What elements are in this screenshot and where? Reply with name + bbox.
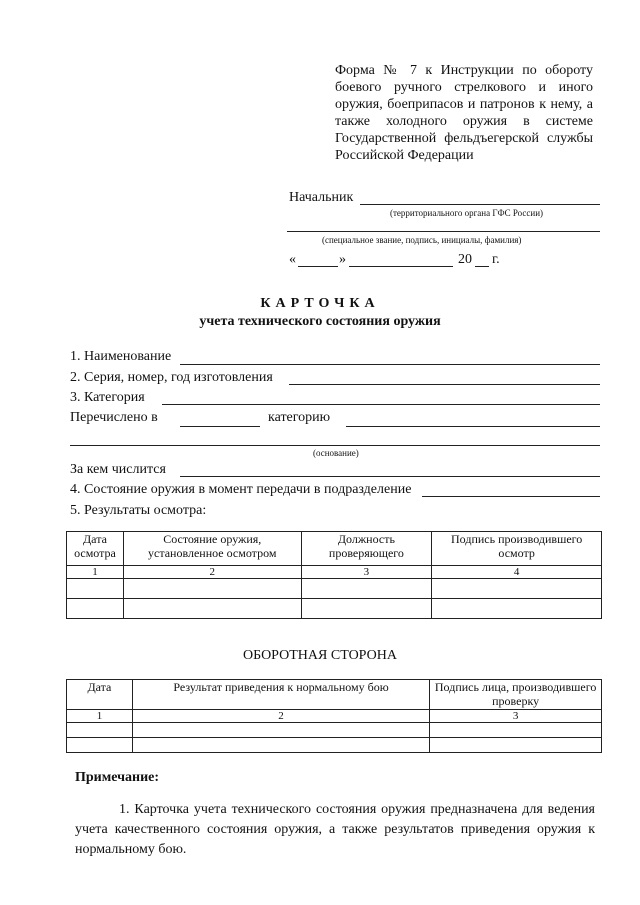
table-row	[67, 579, 602, 599]
field-transferred-label: Перечислено в	[70, 410, 158, 425]
field-transferred-line[interactable]	[180, 426, 260, 427]
date-day-line	[298, 266, 338, 267]
field-name-line[interactable]	[180, 364, 600, 365]
field-category-line[interactable]	[162, 404, 600, 405]
table-cell[interactable]	[430, 723, 602, 738]
reverse-side-title: ОБОРОТНАЯ СТОРОНА	[243, 648, 397, 663]
date-year-suffix: г.	[492, 252, 500, 267]
date-year: 20	[458, 252, 472, 267]
header-date: Дата осмотра	[67, 532, 124, 566]
field-series-line[interactable]	[289, 384, 600, 385]
note-heading: Примечание:	[75, 770, 160, 785]
table-cell[interactable]	[430, 738, 602, 753]
chief-line	[360, 204, 600, 205]
field-series-label: 2. Серия, номер, год изготовления	[70, 370, 273, 385]
card-title: КАРТОЧКА	[260, 296, 380, 311]
field-category-label: 3. Категория	[70, 390, 145, 405]
table-row	[67, 738, 602, 753]
table-cell[interactable]	[67, 738, 133, 753]
col-number: 1	[67, 710, 133, 723]
field-assigned-line[interactable]	[180, 476, 600, 477]
field-assigned-label: За кем числится	[70, 462, 166, 477]
signature-caption: (специальное звание, подпись, инициалы, фамилия)	[322, 235, 522, 245]
table-cell[interactable]	[432, 599, 602, 619]
basis-caption: (основание)	[313, 448, 359, 458]
table-cell[interactable]	[132, 723, 429, 738]
field-basis-line[interactable]	[70, 445, 600, 446]
table-row	[67, 599, 602, 619]
date-open-quote: «	[289, 252, 296, 267]
field-category-word: категорию	[268, 410, 331, 425]
table-cell[interactable]	[301, 599, 432, 619]
date-month-line	[349, 266, 453, 267]
table-cell[interactable]	[432, 579, 602, 599]
chief-caption: (территориального органа ГФС России)	[390, 208, 544, 218]
table-cell[interactable]	[123, 579, 301, 599]
field-name-label: 1. Наименование	[70, 349, 172, 364]
date-close-quote: »	[339, 252, 346, 267]
date-year-line	[475, 266, 489, 267]
form-reference-note: Форма № 7 к Инструкции по обороту боевого ручного стрелкового и иного оружия, боеприпасов и патронов к нему, а также холодного оружия в системе Государственной фельдъегерской службы Российской Федерации	[335, 63, 593, 163]
inspection-number-row	[67, 566, 602, 579]
table-cell[interactable]	[132, 738, 429, 753]
field-state-label: 4. Состояние оружия в момент передачи в подразделение	[70, 482, 412, 497]
inspection-table	[66, 531, 602, 619]
table-cell[interactable]	[123, 599, 301, 619]
zeroing-header-row	[67, 680, 602, 710]
table-cell[interactable]	[67, 579, 124, 599]
col-number: 1	[67, 566, 124, 579]
table-cell[interactable]	[301, 579, 432, 599]
field-category-reason-line[interactable]	[346, 426, 600, 427]
col-number: 3	[430, 710, 602, 723]
zeroing-number-row	[67, 710, 602, 723]
header-zeroing-result: Результат приведения к нормальному бою	[132, 680, 429, 710]
signature-line	[287, 231, 600, 232]
col-number: 2	[132, 710, 429, 723]
inspection-header-row	[67, 532, 602, 566]
header-date: Дата	[67, 680, 133, 710]
header-signature: Подпись производившего осмотр	[432, 532, 602, 566]
col-number: 3	[301, 566, 432, 579]
table-row	[67, 723, 602, 738]
field-state-line[interactable]	[422, 496, 600, 497]
header-checker-signature: Подпись лица, производившего проверку	[430, 680, 602, 710]
table-cell[interactable]	[67, 723, 133, 738]
chief-label: Начальник	[289, 190, 354, 205]
field-results-label: 5. Результаты осмотра:	[70, 503, 207, 518]
note-text: 1. Карточка учета технического состояния оружия предназначена для ведения учета качественного состояния оружия, а также результатов приведения оружия к нормальному бою.	[75, 802, 595, 857]
col-number: 4	[432, 566, 602, 579]
card-subtitle: учета технического состояния оружия	[199, 314, 441, 329]
header-weapon-state: Состояние оружия, установленное осмотром	[123, 532, 301, 566]
table-cell[interactable]	[67, 599, 124, 619]
header-inspector-position: Должность проверяющего	[301, 532, 432, 566]
zeroing-table	[66, 679, 602, 753]
col-number: 2	[123, 566, 301, 579]
